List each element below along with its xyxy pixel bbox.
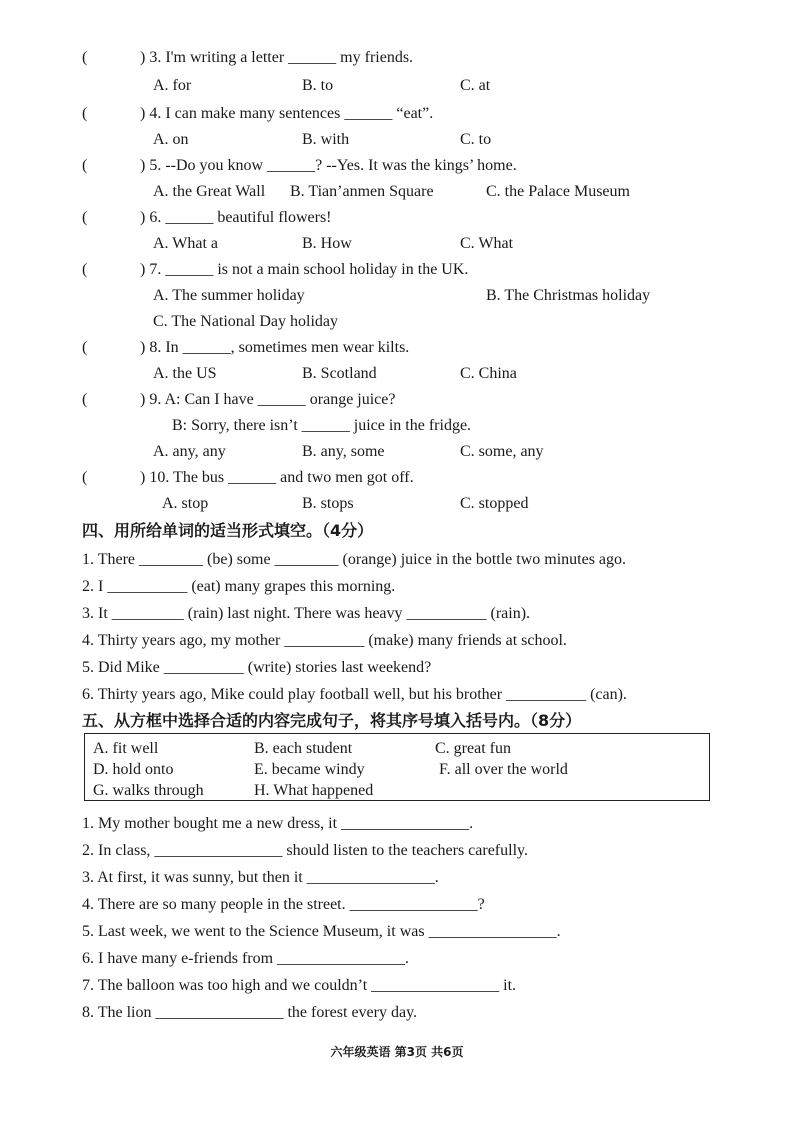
- answer-bracket[interactable]: (: [82, 105, 88, 122]
- question-text: I'm writing a letter ______ my friends.: [165, 49, 414, 66]
- option-c: C. to: [460, 131, 492, 148]
- option-a: A. What a: [153, 235, 219, 252]
- option-c: C. What: [460, 235, 514, 252]
- answer-bracket[interactable]: (: [82, 339, 88, 356]
- option-c: C. China: [460, 365, 517, 382]
- question-9: ) 9. A: Can I have ______ orange juice?: [140, 391, 396, 408]
- answer-bracket[interactable]: (: [82, 391, 88, 408]
- answer-bracket[interactable]: (: [82, 469, 88, 486]
- page-footer: 六年级英语 第3页 共6页: [330, 1045, 464, 1059]
- phrase-g: G. walks through: [93, 782, 204, 799]
- fill-item-3[interactable]: 3. It _________ (rain) last night. There was heavy __________ (rain).: [82, 605, 531, 622]
- fill-item-1[interactable]: 1. There ________ (be) some ________ (orange) juice in the bottle two minutes ago.: [82, 551, 627, 568]
- section-5-title: 五、从方框中选择合适的内容完成句子，将其序号填入括号内。（8分）: [82, 711, 582, 730]
- question-5: ) 5. --Do you know ______? --Yes. It was the kings’ home.: [140, 157, 517, 174]
- question-text: The bus ______ and two men got off.: [173, 469, 414, 486]
- sentence-item-8[interactable]: 8. The lion ________________ the forest every day.: [82, 1004, 418, 1021]
- option-c: C. The National Day holiday: [153, 313, 338, 330]
- sentence-item-2[interactable]: 2. In class, ________________ should listen to the teachers carefully.: [82, 842, 528, 859]
- section-4-title: 四、用所给单词的适当形式填空。（4分）: [82, 521, 374, 540]
- fill-item-2[interactable]: 2. I __________ (eat) many grapes this morning.: [82, 578, 396, 595]
- sentence-item-3[interactable]: 3. At first, it was sunny, but then it ________________.: [82, 869, 439, 886]
- sentence-item-7[interactable]: 7. The balloon was too high and we couldn’t ________________ it.: [82, 977, 517, 994]
- phrase-a: A. fit well: [93, 740, 159, 757]
- option-b: B. The Christmas holiday: [486, 287, 651, 304]
- question-10: ) 10. The bus ______ and two men got off.: [140, 469, 414, 486]
- answer-bracket[interactable]: (: [82, 209, 88, 226]
- option-a: A. on: [153, 131, 189, 148]
- question-7: ) 7. ______ is not a main school holiday in the UK.: [140, 261, 469, 278]
- option-b: B. with: [302, 131, 350, 148]
- option-b: B. Scotland: [302, 365, 377, 382]
- phrase-c: C. great fun: [435, 740, 511, 757]
- fill-item-5[interactable]: 5. Did Mike __________ (write) stories last weekend?: [82, 659, 432, 676]
- option-c: C. stopped: [460, 495, 529, 512]
- question-9-line2: B: Sorry, there isn’t ______ juice in the fridge.: [172, 417, 472, 434]
- phrase-h: H. What happened: [254, 782, 374, 799]
- option-a: A. any, any: [153, 443, 226, 460]
- question-4: ) 4. I can make many sentences ______ “eat”.: [140, 105, 434, 122]
- option-b: B. any, some: [302, 443, 385, 460]
- option-c: C. some, any: [460, 443, 544, 460]
- option-c: C. at: [460, 77, 491, 94]
- question-text: --Do you know ______? --Yes. It was the kings’ home.: [165, 157, 517, 174]
- phrase-e: E. became windy: [254, 761, 365, 778]
- sentence-item-6[interactable]: 6. I have many e-friends from ________________.: [82, 950, 410, 967]
- question-text: A: Can I have ______ orange juice?: [164, 391, 396, 408]
- option-a: A. the US: [153, 365, 217, 382]
- option-a: A. the Great Wall: [153, 183, 266, 200]
- fill-item-4[interactable]: 4. Thirty years ago, my mother __________ (make) many friends at school.: [82, 632, 567, 649]
- option-b: B. How: [302, 235, 352, 252]
- answer-bracket[interactable]: (: [82, 157, 88, 174]
- answer-bracket[interactable]: (: [82, 49, 88, 66]
- sentence-item-1[interactable]: 1. My mother bought me a new dress, it ________________.: [82, 815, 474, 832]
- sentence-item-5[interactable]: 5. Last week, we went to the Science Museum, it was ________________.: [82, 923, 561, 940]
- phrase-d: D. hold onto: [93, 761, 174, 778]
- answer-bracket[interactable]: (: [82, 261, 88, 278]
- question-text: ______ is not a main school holiday in the UK.: [165, 261, 469, 278]
- option-c: C. the Palace Museum: [486, 183, 630, 200]
- question-8: ) 8. In ______, sometimes men wear kilts.: [140, 339, 410, 356]
- question-text: ______ beautiful flowers!: [165, 209, 332, 226]
- question-text: In ______, sometimes men wear kilts.: [165, 339, 410, 356]
- option-a: A. for: [153, 77, 192, 94]
- sentence-item-4[interactable]: 4. There are so many people in the street. ________________?: [82, 896, 485, 913]
- question-6: ) 6. ______ beautiful flowers!: [140, 209, 332, 226]
- question-3: ) 3. I'm writing a letter ______ my friends.: [140, 49, 414, 66]
- phrase-f: F. all over the world: [439, 761, 568, 778]
- option-b: B. stops: [302, 495, 354, 512]
- phrase-b: B. each student: [254, 740, 353, 757]
- option-a: A. The summer holiday: [153, 287, 305, 304]
- option-a: A. stop: [162, 495, 209, 512]
- option-b: B. Tian’anmen Square: [290, 183, 434, 200]
- fill-item-6[interactable]: 6. Thirty years ago, Mike could play football well, but his brother __________ (can).: [82, 686, 627, 703]
- option-b: B. to: [302, 77, 334, 94]
- question-text: I can make many sentences ______ “eat”.: [165, 105, 434, 122]
